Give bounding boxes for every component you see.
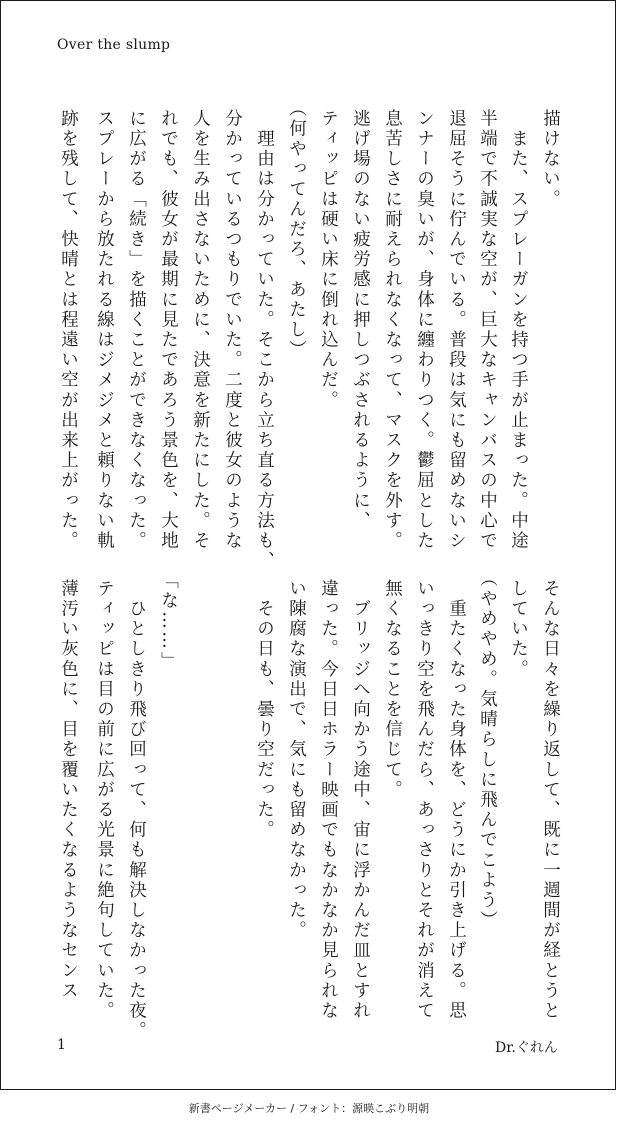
upper-line-9: （何やってんだろ、あたし） (286, 99, 307, 361)
footer-credit: 新書ページメーカー / フォント：源暎こぶり明朝 (188, 1102, 430, 1115)
lower-line-6: 無くなることを信じて。 (382, 579, 403, 801)
upper-line-7: 逃げ場のない疲労感に押しつぶされるように、 (350, 109, 371, 532)
lower-line-1: そんな日々を繰り返して、既に一週間が経とうと (540, 579, 561, 1022)
upper-line-15: スプレーから放たれる線はジメジメと頼りない軌 (94, 109, 115, 552)
upper-line-3: 半端で不誠実な空が、巨大なキャンバスの中心で (477, 109, 498, 552)
author-name: Dr.ぐれん (495, 1040, 558, 1056)
lower-line-7: ブリッジへ向かう途中、宙に浮かんだ皿とすれ (350, 579, 371, 1022)
page-number: 1 (57, 1037, 66, 1053)
lower-line-10: その日も、曇り空だった。 (254, 579, 275, 841)
lower-line-13: ひとしきり飛び回って、何も解決しなかった夜。 (126, 579, 147, 1042)
upper-line-1: 描けない。 (540, 109, 561, 210)
lower-line-9: い陳腐な演出で、気にも留めなかった。 (286, 579, 307, 941)
lower-line-15: 薄汚い灰色に、目を覆いたくなるようなセンス (58, 579, 79, 1002)
header-title: Over the slump (57, 37, 171, 53)
upper-line-16: 跡を残して、快晴とは程遠い空が出来上がった。 (58, 109, 79, 552)
upper-line-8: ティッピは硬い床に倒れ込んだ。 (318, 109, 339, 411)
upper-line-4: 退屈そうに佇んでいる。普段は気にも留めないシ (446, 109, 467, 552)
lower-line-14: ティッピは目の前に広がる光景に絶句していた。 (94, 579, 115, 1022)
upper-line-6: 息苦しさに耐えられなくなって、マスクを外す。 (382, 109, 403, 552)
lower-line-8: 違った。今日日ホラー映画でもなかなか見られな (318, 579, 339, 1022)
upper-line-2: また、スプレーガンを持つ手が止まった。中途 (508, 109, 529, 552)
lower-line-12: 「な……」 (158, 571, 179, 672)
upper-line-11: 分かっているつもりでいた。二度と彼女のような (222, 109, 243, 552)
upper-line-14: に広がる「続き」を描くことができなくなった。 (126, 109, 147, 552)
lower-line-5: いっきり空を飛んだら、あっさりとそれが消えて (414, 579, 435, 1022)
lower-line-2: していた。 (508, 579, 529, 680)
upper-line-5: ンナーの臭いが、身体に纏わりつく。鬱屈とした (414, 109, 435, 552)
lower-line-3: （やめやめ。気晴らしに飛んでこよう） (477, 569, 498, 931)
upper-line-12: 人を生み出さないために、決意を新たにした。そ (190, 109, 211, 552)
upper-line-13: れでも、彼女が最期に見たであろう景色を、大地 (158, 109, 179, 552)
lower-line-4: 重たくなった身体を、どうにか引き上げる。思 (446, 579, 467, 1022)
upper-line-10: 理由は分かっていた。そこから立ち直る方法も、 (254, 109, 275, 572)
